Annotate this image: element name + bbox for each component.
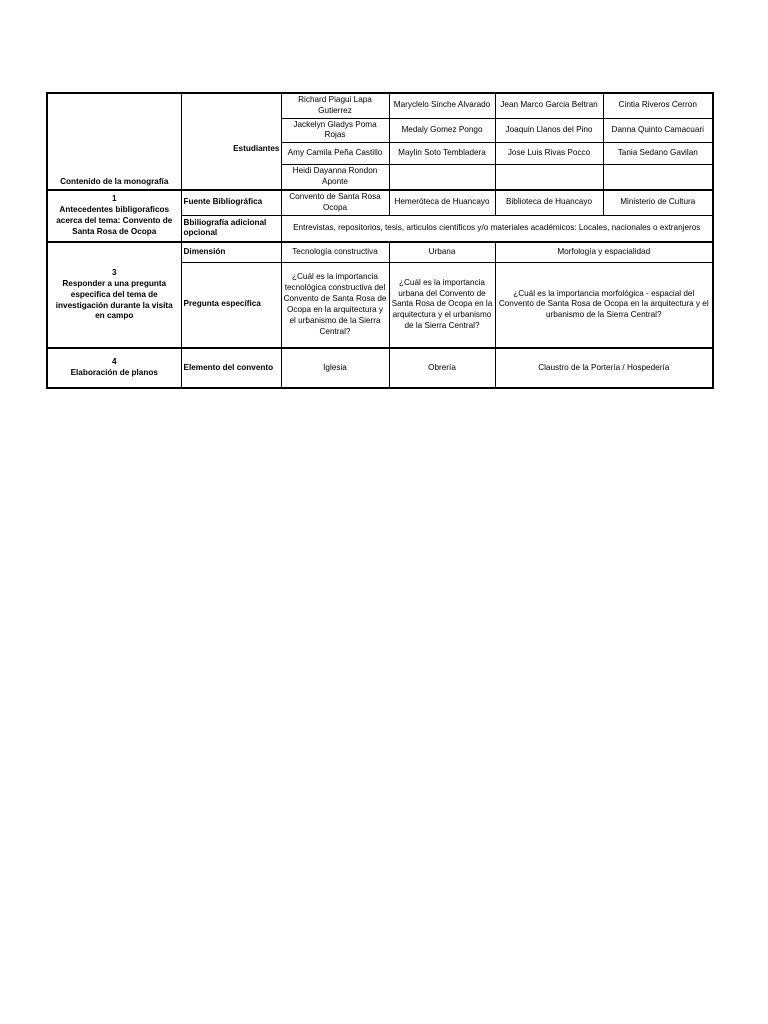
student-cell	[389, 165, 495, 190]
student-cell: Cintia Riveros Cerron	[603, 93, 713, 118]
section1-title: Antecedentes bibligoraficos acerca del tema: Convento de Santa Rosa de Ocopa	[56, 205, 173, 236]
student-cell: Maryclelo Sinche Alvarado	[389, 93, 495, 118]
student-cell: Amy Camila Peña Castillo	[281, 143, 389, 165]
section4-number: 4	[111, 357, 117, 367]
section3-title: Responder a una pregunta especifica del tema de investigación durante la visita en campo	[55, 278, 173, 321]
elemento-cell: Claustro de la Portería / Hospedería	[495, 348, 713, 388]
pregunta-cell: ¿Cuál es la importancia tecnológica constructiva del Convento de Santa Rosa de Ocopa en la arquitectura y el urbanismo de la Sierra Central?	[281, 262, 389, 348]
student-cell: Maylin Soto Tembladera	[389, 143, 495, 165]
contenido-label: Contenido de la monografía	[60, 177, 169, 187]
dimension-cell: Urbana	[389, 242, 495, 262]
estudiantes-header-cell	[181, 93, 281, 190]
student-cell: Heidi Dayanna Rondon Aponte	[281, 165, 389, 190]
fuente-cell: Ministerio de Cultura	[603, 190, 713, 215]
elemento-cell: Obrería	[389, 348, 495, 388]
fuente-cell: Convento de Santa Rosa Ocopa	[281, 190, 389, 215]
section3-dimension-row	[47, 242, 713, 262]
section4-row	[47, 348, 713, 388]
section1-number: 1	[111, 194, 117, 204]
section4-title-cell	[47, 348, 181, 388]
section1-title-cell	[47, 190, 181, 242]
student-cell: Jean Marco Garcia Beltran	[495, 93, 603, 118]
fuente-cell: Biblioteca de Huancayo	[495, 190, 603, 215]
fuente-label: Fuente Bibliográfica	[181, 190, 281, 215]
fuente-cell: Hemeróteca de Huancayo	[389, 190, 495, 215]
adicional-label: Bbiliografía adicional opcional	[181, 215, 281, 242]
estudiantes-label: Estudiantes	[233, 143, 280, 153]
monografia-table	[46, 92, 714, 389]
dimension-cell: Morfología y espacialidad	[495, 242, 713, 262]
student-cell	[603, 165, 713, 190]
student-cell: Jose Luis Rivas Pocco	[495, 143, 603, 165]
student-cell: Danna Quinto Camacuari	[603, 118, 713, 143]
student-cell: Medaly Gomez Pongo	[389, 118, 495, 143]
adicional-text: Entrevistas, repositorios, tesis, articulos cientificos y/o materiales académicos: Locales, nacionales o extranjeros	[281, 215, 713, 242]
student-cell: Richard Piagui Lapa Gutierrez	[281, 93, 389, 118]
students-row-1	[47, 93, 713, 118]
dimension-label: Dimensión	[181, 242, 281, 262]
pregunta-cell: ¿Cuál es la importancia urbana del Convento de Santa Rosa de Ocopa en la arquitectura y el urbanismo de la Sierra Central?	[389, 262, 495, 348]
pregunta-cell: ¿Cuál es la importancia morfológica - espacial del Convento de Santa Rosa de Ocopa en la arquitectura y el urbanismo de la Sierra Central?	[495, 262, 713, 348]
student-cell: Jackelyn Gladys Poma Rojas	[281, 118, 389, 143]
section3-number: 3	[111, 268, 117, 278]
student-cell: Joaquin Llanos del Pino	[495, 118, 603, 143]
dimension-cell: Tecnología constructiva	[281, 242, 389, 262]
section1-fuente-row	[47, 190, 713, 215]
section4-title: Elaboración de planos	[70, 368, 158, 378]
elemento-cell: Iglesia	[281, 348, 389, 388]
section3-title-cell	[47, 242, 181, 348]
elemento-label: Elemento del convento	[181, 348, 281, 388]
contenido-header-cell	[47, 93, 181, 190]
student-cell	[495, 165, 603, 190]
student-cell: Tania Sedano Gavilan	[603, 143, 713, 165]
pregunta-label: Pregunta específica	[181, 262, 281, 348]
